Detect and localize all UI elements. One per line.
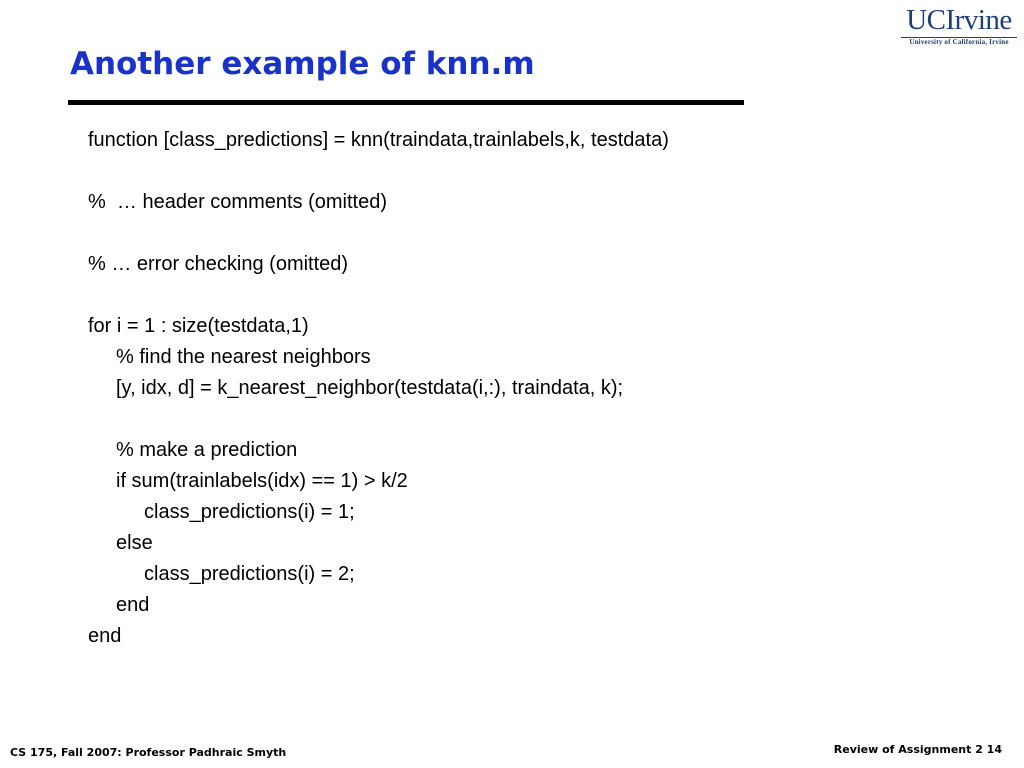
logo-wordmark: UCIrvine: [906, 4, 1012, 36]
logo-subtitle: University of California, Irvine: [909, 38, 1009, 46]
code-line: [88, 218, 669, 249]
code-line: % … error checking (omitted): [88, 253, 349, 275]
code-line: % find the nearest neighbors: [116, 346, 371, 368]
code-line: % … header comments (omitted): [88, 191, 387, 213]
code-line: end: [88, 625, 122, 647]
code-line: end: [116, 594, 150, 616]
code-line: else: [116, 532, 153, 554]
title-underline: [68, 100, 744, 105]
code-line: [88, 280, 669, 311]
code-listing: [88, 125, 669, 652]
code-line: [88, 156, 669, 187]
code-line: function [class_predictions] = knn(traindata,trainlabels,k, testdata): [88, 129, 669, 151]
uci-logo: [900, 6, 1018, 47]
code-line: % make a prediction: [116, 439, 298, 461]
code-line: for i = 1 : size(testdata,1): [88, 315, 309, 337]
code-line: class_predictions(i) = 2;: [144, 563, 355, 585]
code-line: class_predictions(i) = 1;: [144, 501, 355, 523]
footer-slide-info: Review of Assignment 2 14: [833, 743, 1002, 756]
footer-course-info: CS 175, Fall 2007: Professor Padhraic Smyth: [10, 746, 287, 759]
slide-title: Another example of knn.m: [70, 46, 535, 82]
code-line: [88, 404, 669, 435]
code-line: [y, idx, d] = k_nearest_neighbor(testdata(i,:), traindata, k);: [116, 377, 624, 399]
code-line: if sum(trainlabels(idx) == 1) > k/2: [116, 470, 408, 492]
